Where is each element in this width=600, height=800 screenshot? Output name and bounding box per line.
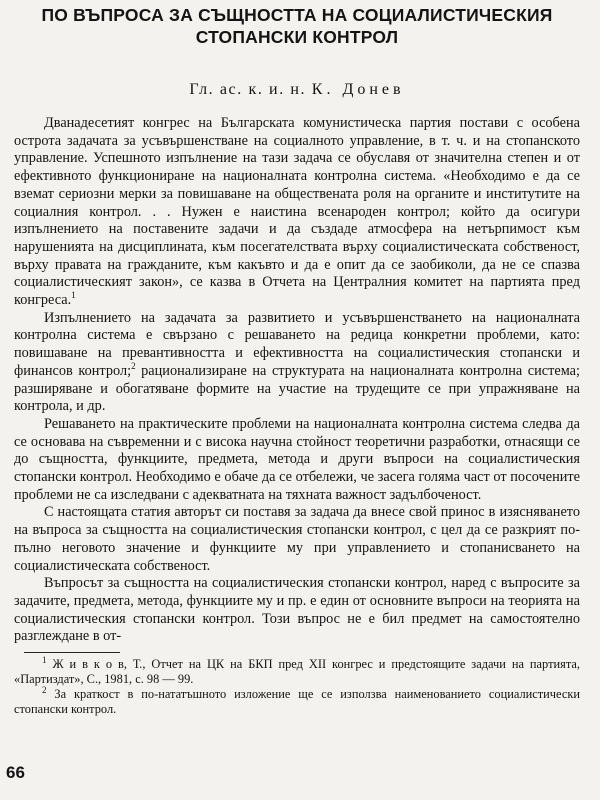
page-number: 66	[6, 763, 25, 782]
article-title	[14, 0, 580, 48]
footnote-ref: 2	[131, 361, 136, 372]
footnote-ref: 1	[71, 290, 76, 301]
author-name: К. Донев	[311, 81, 405, 98]
footnote-divider	[24, 652, 120, 653]
paragraph: Дванадесетият конгрес на Българската комунистическа партия постави с особена острота задачата за усъвършенстване на социалното управление, в т. ч. и на стопанското управление. Успешното изпълнение на тази задача се обуславя от значителна степен и от ефективното функциониране на националната контролна система. «Необходимо е да се вземат сериозни мерки за повишаване на обществената роля на органите и институтите на социалния контрол. . . Нужен е наистина всенароден контрол; който да осигури изпълнението на поставените задачи и да създаде атмосфера на нетърпимост към нарушенията на дисциплината, към посегателствата върху социалистическата собственост, върху правата на гражданите, към какъвто и да е опит да се заобиколи, да не се спазва социалистическият закон», се казва в Отчета на Централния комитет на партията пред конгреса.$^1$	[14, 115, 580, 309]
author-prefix: Гл. ас. к. и. н.	[189, 81, 307, 98]
paragraph: Решаването на практическите проблеми на националната контролна система следва да се основава на съвременни и с висока научна стойност теоретични разработки, отнасящи се до същността, функциите, предмета, метода и други въпроси на социалистическия стопански контрол. Необходимо е обаче да се отбележи, че засега голяма част от посочените проблеми не са изследвани с адекватната на тяхната важност задълбоченост.	[14, 415, 580, 503]
title-line-1: ПО ВЪПРОСА ЗА СЪЩНОСТТА НА СОЦИАЛИСТИЧЕСКИЯ	[41, 5, 553, 25]
author-line	[14, 48, 580, 101]
footnote: $^1$ Ж и в к о в, Т., Отчет на ЦК на БКП пред XII конгрес и предстоящите задачи на партията, «Партиздат», С., 1981, с. 98 — 99.	[14, 654, 580, 687]
footnote-mark: 1	[42, 654, 47, 665]
paragraph: С настоящата статия авторът си поставя за задача да внесе свой принос в изясняването на въпроса за същността на социалистическия стопански контрол, с цел да се разкрият по-пълно неговото значение и функциите му при управлението и стопанисването на социалистическата собственост.	[14, 504, 580, 574]
footnote: $^2$ За краткост в по-нататъшното изложение ще се използва наименованието социалистически стопански контрол.	[14, 684, 580, 717]
paragraph: Въпросът за същността на социалистическия стопански контрол, наред с въпросите за задачите, предмета, метода, функциите му и пр. е един от основните въпроси на теорията на социалистическия стопански контрол. Този въпрос не е бил предмет на самостоятелно разглеждане в от-	[14, 575, 580, 645]
footnote-mark: 2	[42, 684, 47, 695]
footnotes	[14, 654, 580, 717]
title-line-2: СТОПАНСКИ КОНТРОЛ	[195, 27, 399, 47]
article-body	[14, 115, 580, 646]
paragraph: Изпълнението на задачата за развитието и усъвършенстването на националната контролна система е свързано с решаването на редица конкретни проблеми, като: повишаване на превантивността и ефективността на социалистическия стопански и финансов контрол;$^2$ рационализиране на структурата на националната контролна система; разширяване и обогатяване формите на участие на трудещите се при упражняване на контрола, и др.	[14, 309, 581, 415]
